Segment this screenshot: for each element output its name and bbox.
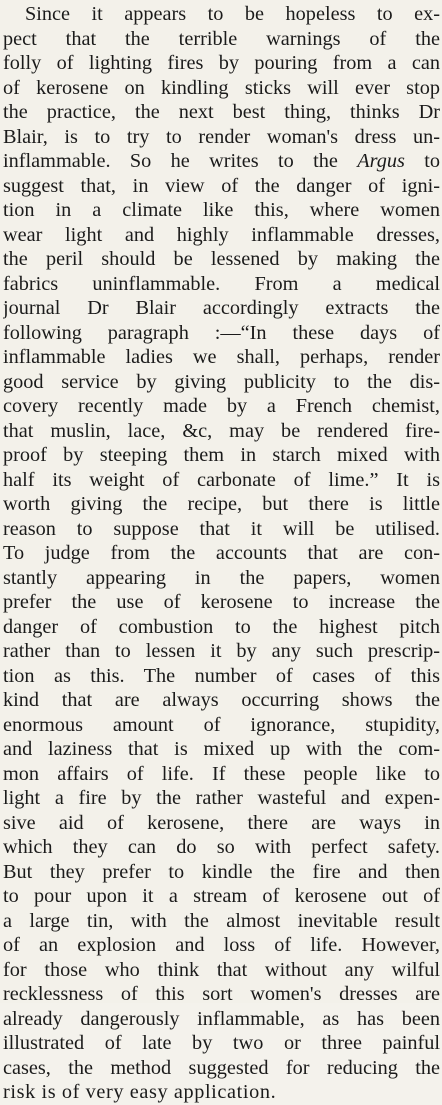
article-line: folly of lighting fires by pouring from a can <box>3 52 440 74</box>
article-line: Since it appears to be hopeless to ex- <box>25 3 440 25</box>
article-line: which they can do so with perfect safety. <box>3 836 440 858</box>
article-line: proof by steeping them in starch mixed with <box>3 444 440 466</box>
article-line: covery recently made by a French chemist, <box>3 395 440 417</box>
article-line: following paragraph :—“In these days of <box>3 321 440 344</box>
article-line: fabrics uninflammable. From a medical <box>3 272 440 295</box>
article-line: reason to suppose that it will be utilised. <box>3 517 440 540</box>
article-line: tion as this. The number of cases of this <box>3 664 440 687</box>
article-line: inflammable ladies we shall, perhaps, render <box>3 346 440 368</box>
article-line: that muslin, lace, &c, may be rendered fire- <box>3 419 440 442</box>
article-line: the peril should be lessened by making the <box>3 248 440 270</box>
article-line: tion in a climate like this, where women <box>3 199 440 221</box>
article-line: half its weight of carbonate of lime.” It is <box>3 468 440 491</box>
article-line: and laziness that is mixed up with the com- <box>3 738 440 760</box>
article-text: risk is of very easy application. <box>3 1081 277 1103</box>
article-line: To judge from the accounts that are con- <box>3 542 440 564</box>
article-line: sive aid of kerosene, there are ways in <box>3 811 440 834</box>
article-line: rather than to lessen it by any such prescrip- <box>3 640 440 662</box>
article-line-with-italic <box>3 149 440 174</box>
article-line: a large tin, with the almost inevitable result <box>3 909 440 932</box>
article-line: suggest that, in view of the danger of igni- <box>3 174 440 197</box>
article-line: of kerosene on kindling sticks will ever stop <box>3 76 440 99</box>
article-last-line <box>3 1080 440 1105</box>
article-line: cases, the method suggested for reducing the <box>3 1056 440 1079</box>
article-line: good service by giving publicity to the dis- <box>3 370 440 393</box>
article-line: enormous amount of ignorance, stupidity, <box>3 713 440 736</box>
article-line: danger of combustion to the highest pitch <box>3 615 440 638</box>
article-line: to pour upon it a stream of kerosene out of <box>3 885 440 907</box>
article-line: prefer the use of kerosene to increase the <box>3 591 440 613</box>
article-line: kind that are always occurring shows the <box>3 689 440 711</box>
article-line: worth giving the recipe, but there is little <box>3 493 440 515</box>
article-line: the practice, the next best thing, thinks Dr <box>3 101 440 123</box>
article-line: already dangerously inflammable, as has been <box>3 1007 440 1030</box>
article-line: Blair, is to try to render woman's dress un- <box>3 125 440 148</box>
article-line: wear light and highly inflammable dresses, <box>3 223 440 246</box>
article-body <box>3 2 440 1105</box>
article-line: pect that the terrible warnings of the <box>3 27 440 50</box>
article-line: illustrated of late by two or three painful <box>3 1032 440 1054</box>
article-line: stantly appearing in the papers, women <box>3 566 440 589</box>
article-line: for those who think that without any wilful <box>3 958 440 981</box>
article-line: But they prefer to kindle the fire and then <box>3 860 440 883</box>
article-text: to <box>404 150 440 172</box>
article-text: inflammable. So he writes to the <box>3 150 358 172</box>
article-line: of an explosion and loss of life. However, <box>3 934 440 956</box>
article-line: recklessness of this sort women's dresses are <box>3 983 440 1005</box>
newspaper-name-italic: Argus <box>357 150 405 172</box>
article-line: mon affairs of life. If these people like to <box>3 762 440 785</box>
article-line: journal Dr Blair accordingly extracts the <box>3 297 440 319</box>
article-line: light a fire by the rather wasteful and expen- <box>3 787 440 809</box>
